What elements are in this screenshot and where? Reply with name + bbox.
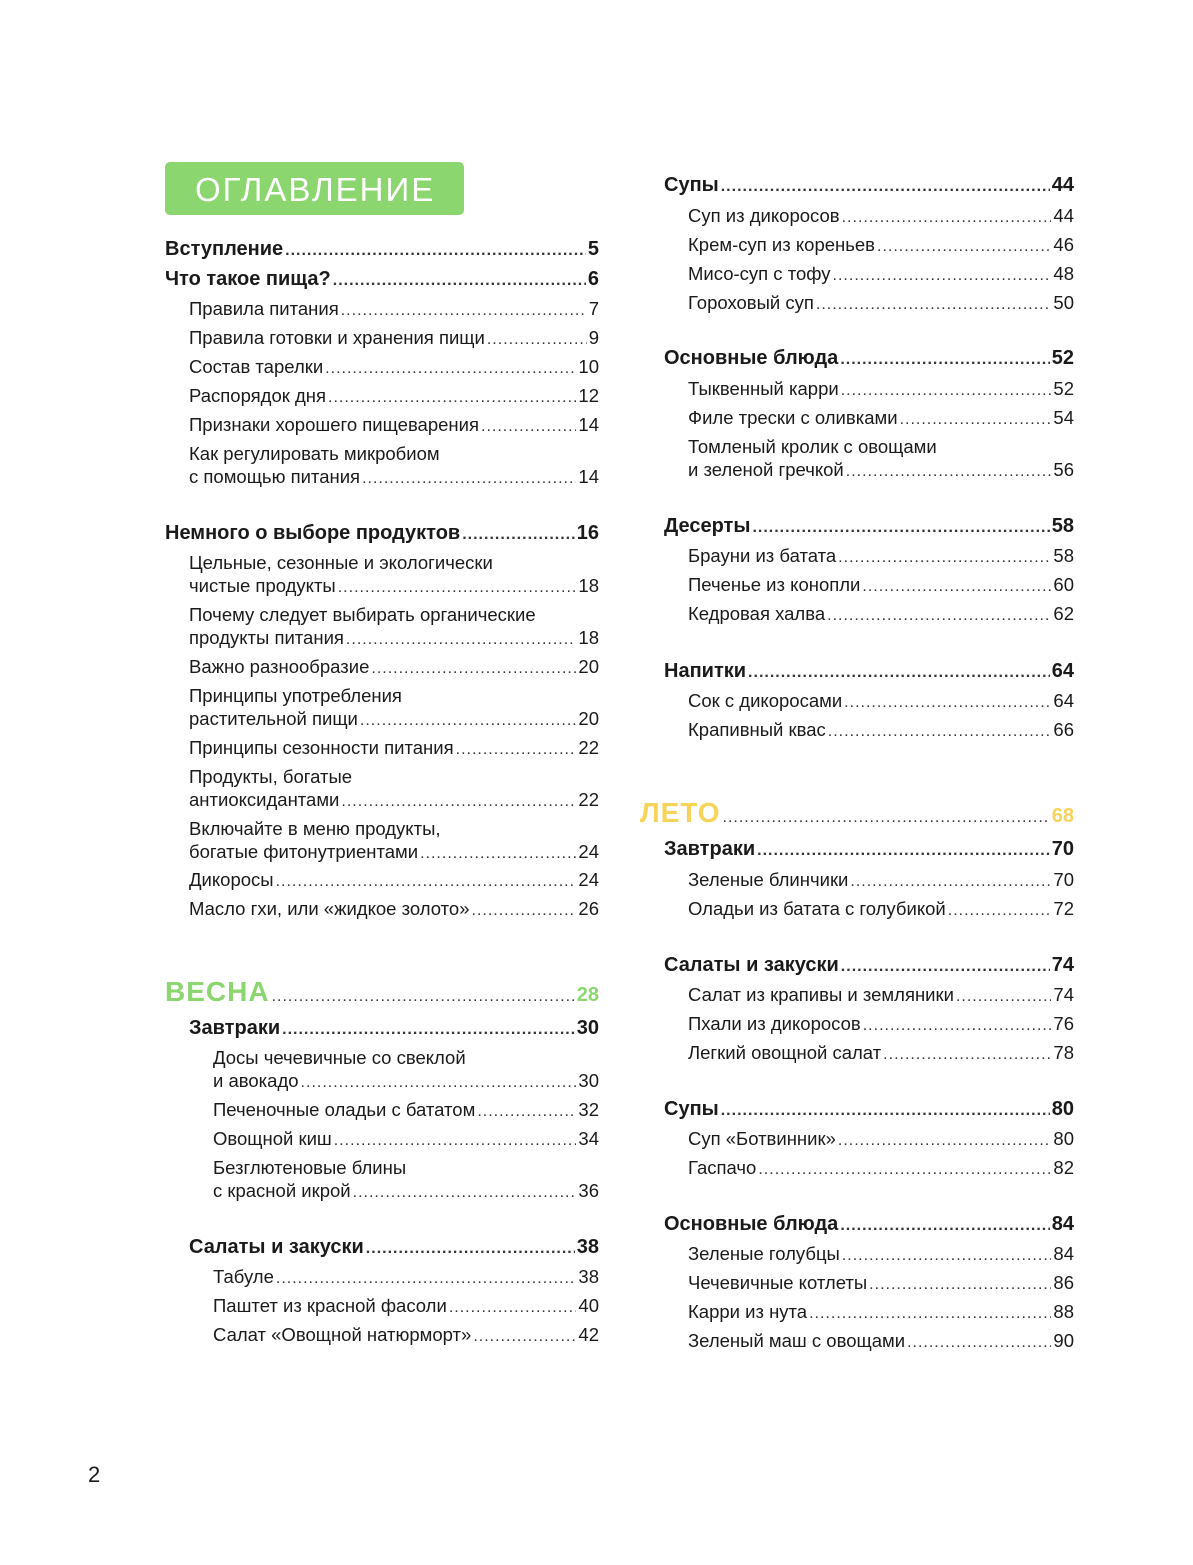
toc-entry[interactable]: Паштет из красной фасоли ..... 40 [213, 1295, 599, 1317]
toc-entry[interactable]: Зеленый маш с овощами ..... 90 [688, 1330, 1074, 1352]
toc-entry[interactable]: Пхали из дикоросов ..... 76 [688, 1013, 1074, 1035]
page-number: 2 [88, 1462, 101, 1487]
toc-entry[interactable]: антиоксидантами ..... 22 [189, 789, 599, 811]
toc-entry[interactable]: Крем-суп из кореньев ..... 46 [688, 234, 1074, 256]
toc-entry[interactable]: Мисо-суп с тофу ..... 48 [688, 263, 1074, 285]
toc-entry[interactable]: Брауни из батата ..... 58 [688, 545, 1074, 567]
toc-entry[interactable]: Принципы сезонности питания ..... 22 [189, 737, 599, 759]
toc-entry[interactable]: Признаки хорошего пищеварения ..... 14 [189, 414, 599, 436]
toc-entry[interactable]: Правила питания ..... 7 [189, 298, 599, 320]
toc-entry[interactable]: Напитки ..... 64 [664, 660, 1074, 683]
toc-entry[interactable]: Основные блюда ..... 84 [664, 1213, 1074, 1236]
toc-entry[interactable]: Овощной киш ..... 34 [213, 1128, 599, 1150]
toc-entry[interactable]: Табуле ..... 38 [213, 1266, 599, 1288]
toc-entry[interactable]: чистые продукты ..... 18 [189, 575, 599, 597]
toc-entry[interactable]: Вступление ..... 5 [165, 238, 599, 261]
toc-entry[interactable]: Карри из нута ..... 88 [688, 1301, 1074, 1323]
toc-entry-line1: Безглютеновые блины [213, 1157, 407, 1178]
toc-entry[interactable]: Состав тарелки ..... 10 [189, 356, 599, 378]
toc-entry[interactable]: Дикоросы ..... 24 [189, 869, 599, 891]
toc-entry[interactable]: Основные блюда ..... 52 [664, 347, 1074, 370]
toc-entry[interactable]: Кедровая халва ..... 62 [688, 603, 1074, 625]
toc-entry[interactable]: Салаты и закуски ..... 74 [664, 954, 1074, 977]
toc-entry[interactable]: Зеленые голубцы ..... 84 [688, 1243, 1074, 1265]
toc-entry[interactable]: и зеленой гречкой ..... 56 [688, 459, 1074, 481]
toc-entry[interactable]: Крапивный квас ..... 66 [688, 719, 1074, 741]
toc-entry[interactable]: Печенье из конопли ..... 60 [688, 574, 1074, 596]
toc-entry[interactable]: и авокадо ..... 30 [213, 1070, 599, 1092]
toc-entry[interactable]: Сок с дикоросами ..... 64 [688, 690, 1074, 712]
toc-entry[interactable]: Гороховый суп ..... 50 [688, 292, 1074, 314]
toc-entry-line1: Продукты, богатые [189, 766, 353, 787]
toc-entry[interactable]: Легкий овощной салат ..... 78 [688, 1042, 1074, 1064]
toc-entry[interactable]: растительной пищи ..... 20 [189, 708, 599, 730]
toc-entry[interactable]: Салат «Овощной натюрморт» ..... 42 [213, 1324, 599, 1346]
toc-entry[interactable]: продукты питания ..... 18 [189, 627, 599, 649]
toc-entry-line1: Досы чечевичные со свеклой [213, 1047, 466, 1068]
toc-entry[interactable]: Тыквенный карри ..... 52 [688, 378, 1074, 400]
toc-title: ОГЛАВЛЕНИЕ [195, 171, 436, 208]
toc-entry[interactable]: Немного о выборе продуктов ..... 16 [165, 522, 599, 545]
toc-entry-line1: Включайте в меню продукты, [189, 818, 441, 839]
toc-entry[interactable]: Чечевичные котлеты ..... 86 [688, 1272, 1074, 1294]
toc-entry[interactable]: Филе трески с оливками ..... 54 [688, 407, 1074, 429]
toc-entry[interactable]: Масло гхи, или «жидкое золото» ..... 26 [189, 898, 599, 920]
toc-entry[interactable]: Правила готовки и хранения пищи ..... 9 [189, 327, 599, 349]
toc-entry[interactable]: богатые фитонутриентами ..... 24 [189, 841, 599, 863]
toc-entry[interactable]: Суп из дикоросов ..... 44 [688, 205, 1074, 227]
toc-entry[interactable]: Оладьи из батата с голубикой ..... 72 [688, 898, 1074, 920]
toc-entry[interactable]: Распорядок дня ..... 12 [189, 385, 599, 407]
toc-entry[interactable]: с помощью питания ..... 14 [189, 466, 599, 488]
toc-entry[interactable]: Завтраки ..... 70 [664, 838, 1074, 861]
toc-section-summer[interactable]: ЛЕТО ..... 68 [640, 797, 1074, 829]
toc-entry[interactable]: с красной икрой ..... 36 [213, 1180, 599, 1202]
toc-entry[interactable]: Суп «Ботвинник» ..... 80 [688, 1128, 1074, 1150]
toc-entry[interactable]: Важно разнообразие ..... 20 [189, 656, 599, 678]
toc-entry[interactable]: Зеленые блинчики ..... 70 [688, 869, 1074, 891]
toc-title-box [165, 162, 464, 215]
toc-entry[interactable]: Салаты и закуски ..... 38 [189, 1236, 599, 1259]
toc-section-spring[interactable]: ВЕСНА ..... 28 [165, 976, 599, 1008]
toc-entry[interactable]: Десерты ..... 58 [664, 515, 1074, 538]
toc-entry[interactable]: Супы ..... 44 [664, 174, 1074, 197]
toc-entry-line1: Как регулировать микробиом [189, 443, 440, 464]
toc-entry[interactable]: Гаспачо ..... 82 [688, 1157, 1074, 1179]
toc-entry[interactable]: Печеночные оладьи с бататом ..... 32 [213, 1099, 599, 1121]
toc-entry[interactable]: Что такое пища? ..... 6 [165, 268, 599, 291]
toc-entry-line1: Цельные, сезонные и экологически [189, 552, 493, 573]
toc-entry-line1: Принципы употребления [189, 685, 402, 706]
toc-entry-line1: Почему следует выбирать органические [189, 604, 536, 625]
toc-entry[interactable]: Супы ..... 80 [664, 1098, 1074, 1121]
toc-entry-line1: Томленый кролик с овощами [688, 436, 937, 457]
toc-entry[interactable]: Завтраки ..... 30 [189, 1017, 599, 1040]
toc-entry[interactable]: Салат из крапивы и земляники ..... 74 [688, 984, 1074, 1006]
